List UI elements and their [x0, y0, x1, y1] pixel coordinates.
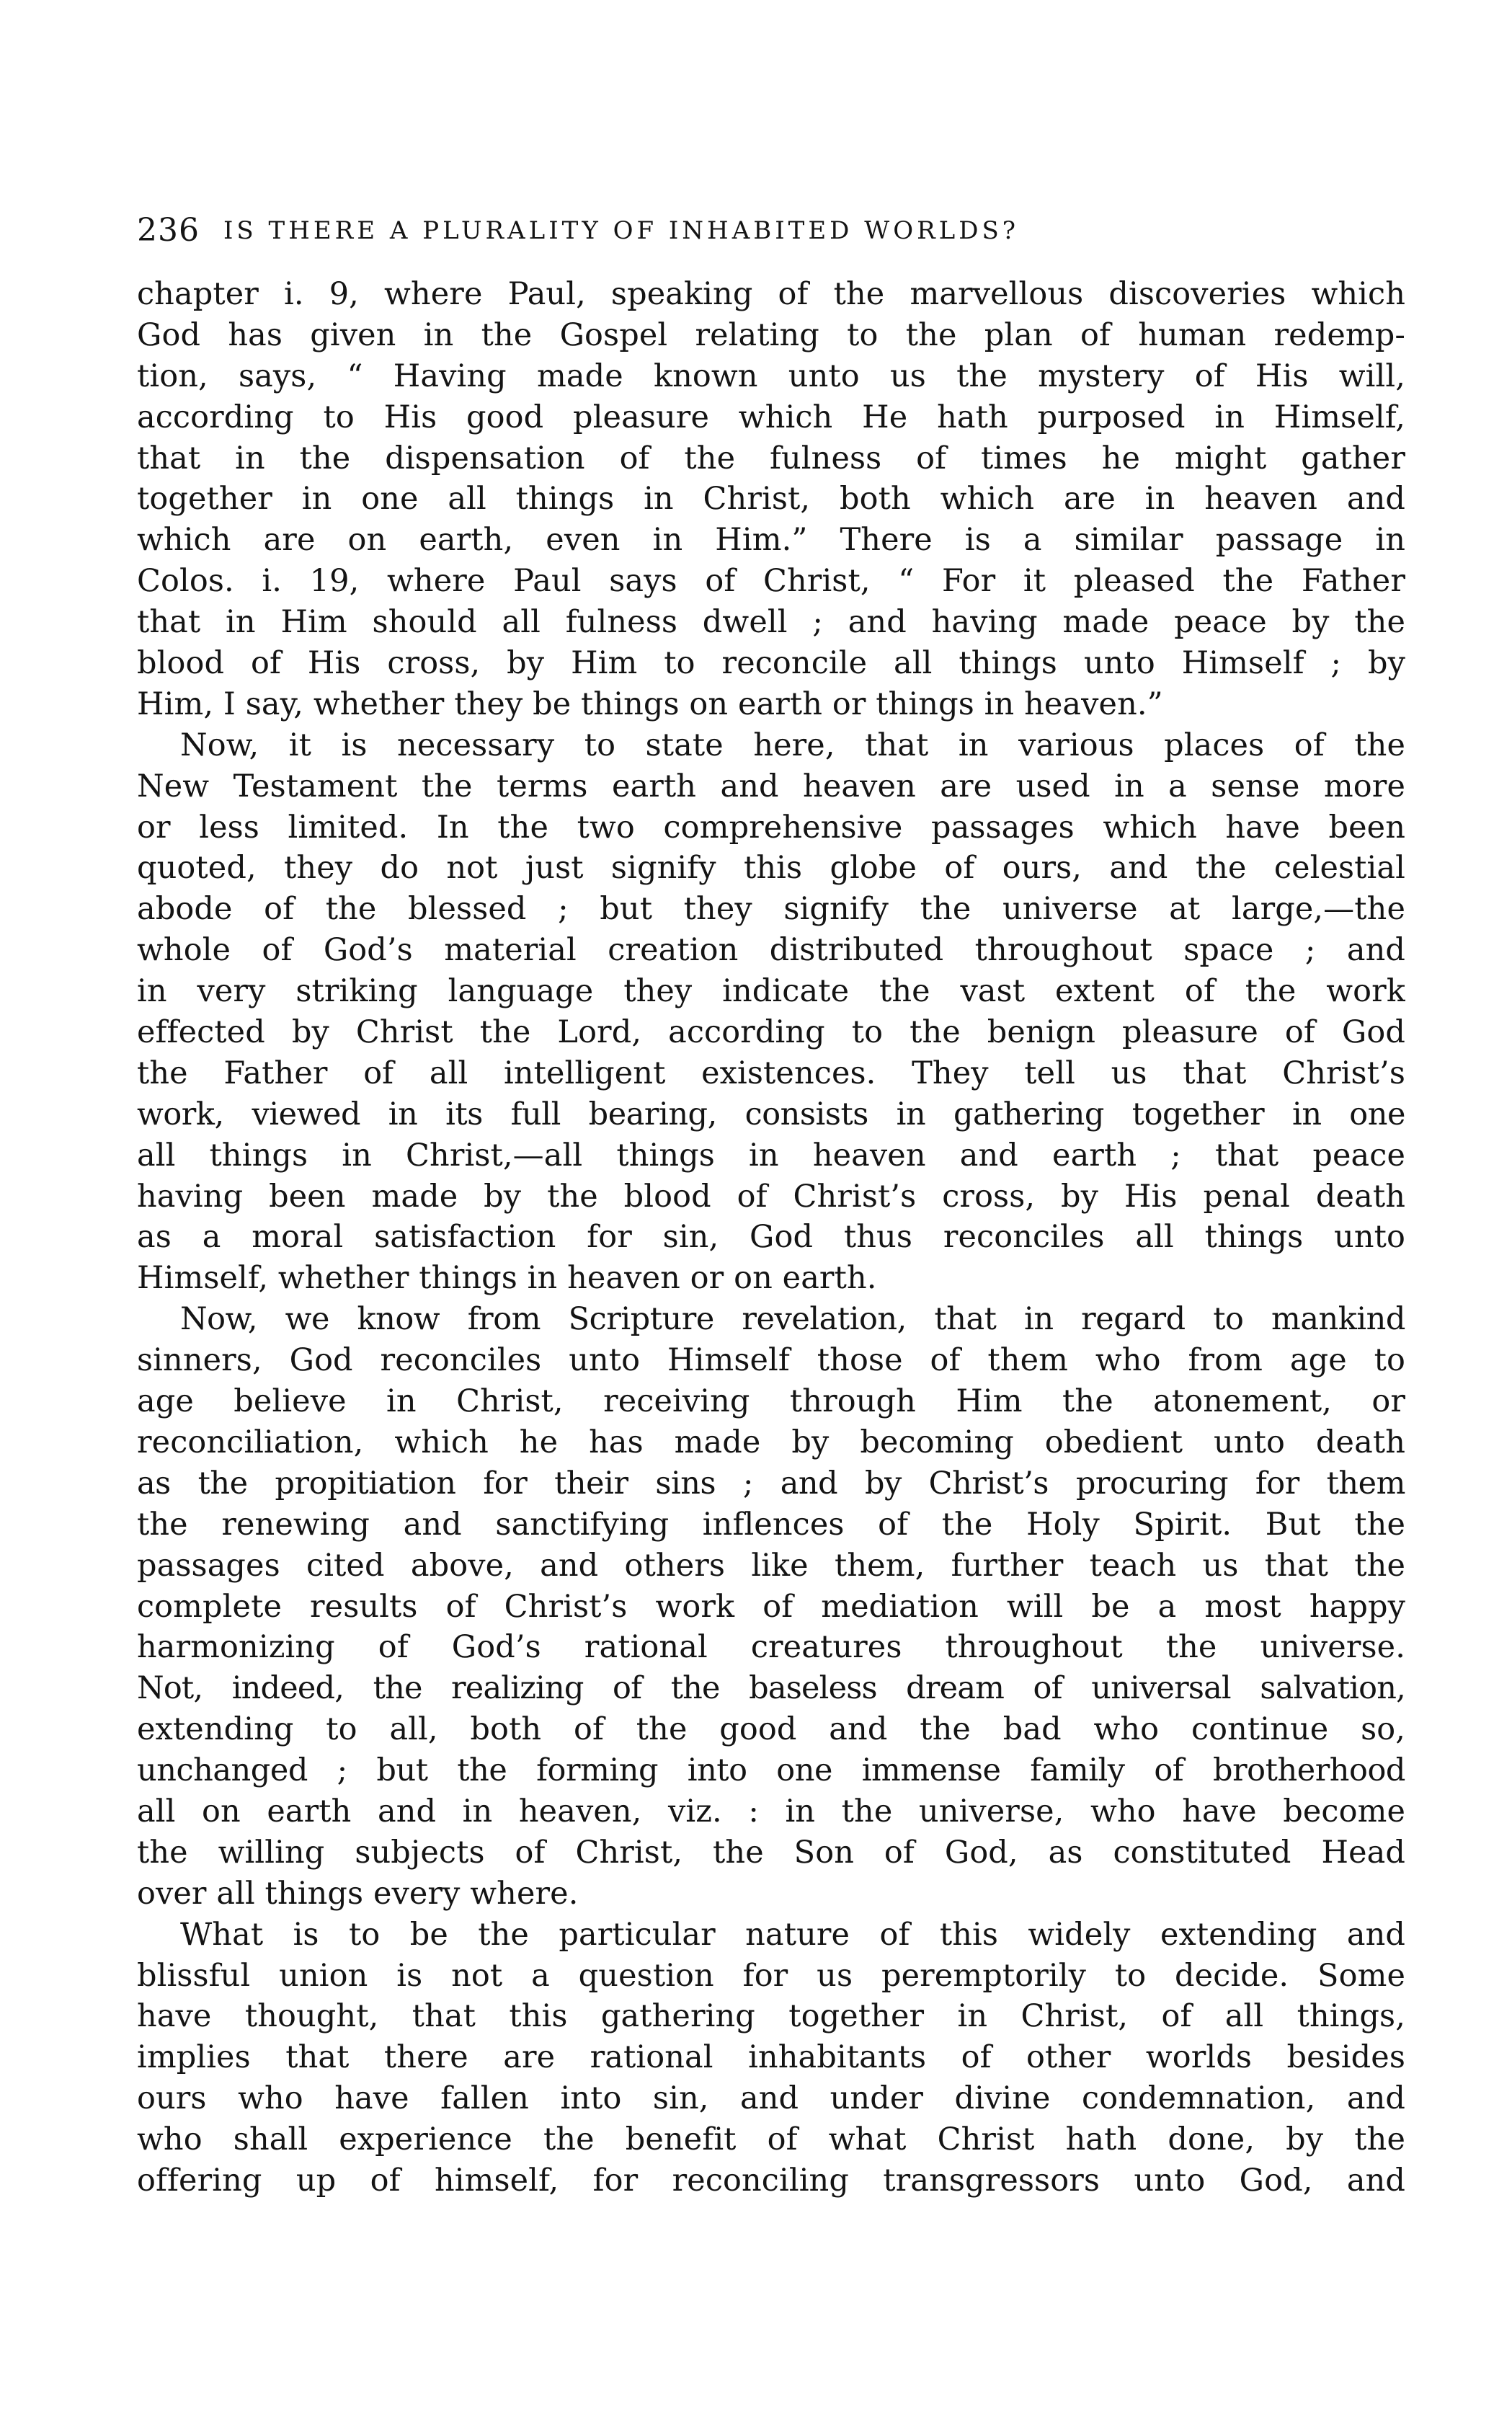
text-line: according to His good pleasure which He hath purposed in Himself,	[137, 399, 1405, 435]
text-line: together in one all things in Christ, both which are in heaven and	[137, 481, 1405, 518]
text-line: Himself, whether things in heaven or on earth.	[137, 1260, 877, 1297]
text-line: work, viewed in its full bearing, consists in gathering together in one	[137, 1096, 1405, 1132]
page-header	[137, 209, 1405, 252]
text-line: age believe in Christ, receiving through Him the atonement, or	[137, 1383, 1405, 1420]
text-line: complete results of Christ’s work of mediation will be a most happy	[137, 1588, 1405, 1625]
text-line: passages cited above, and others like them, further teach us that the	[137, 1547, 1405, 1584]
text-line: as a moral satisfaction for sin, God thus reconciles all things unto	[137, 1219, 1405, 1256]
text-line: ours who have fallen into sin, and under divine condemnation, and	[137, 2080, 1405, 2117]
text-line: extending to all, both of the good and the bad who continue so,	[137, 1711, 1405, 1748]
text-line: God has given in the Gospel relating to the plan of human redemp-	[137, 316, 1405, 353]
text-line: effected by Christ the Lord, according to the benign pleasure of God	[137, 1014, 1405, 1051]
page-number: 236	[137, 212, 200, 249]
text-line: have thought, that this gathering together in Christ, of all things,	[137, 1998, 1405, 2035]
text-line: which are on earth, even in Him.” There is a similar passage in	[137, 522, 1405, 559]
text-line: the renewing and sanctifying inflences of the Holy Spirit. But the	[137, 1506, 1405, 1543]
text-line: abode of the blessed ; but they signify the universe at large,—the	[137, 891, 1405, 928]
text-line: Colos. i. 19, where Paul says of Christ, “ For it pleased the Father	[137, 563, 1405, 600]
text-line: offering up of himself, for reconciling transgressors unto God, and	[137, 2162, 1405, 2199]
text-line: unchanged ; but the forming into one immense family of brotherhood	[137, 1752, 1405, 1789]
text-line: that in Him should all fulness dwell ; and having made peace by the	[137, 604, 1405, 641]
text-line: the willing subjects of Christ, the Son of God, as constituted Head	[137, 1834, 1405, 1871]
text-line: or less limited. In the two comprehensive passages which have been	[137, 809, 1405, 846]
text-line: in very striking language they indicate the vast extent of the work	[137, 973, 1405, 1010]
text-line: tion, says, “ Having made known unto us the mystery of His will,	[137, 358, 1405, 394]
text-line: New Testament the terms earth and heaven are used in a sense more	[137, 768, 1405, 804]
text-line: who shall experience the benefit of what Christ hath done, by the	[137, 2121, 1405, 2158]
text-line: Him, I say, whether they be things on earth or things in heaven.”	[137, 686, 1163, 722]
text-line: having been made by the blood of Christ’s cross, by His penal death	[137, 1178, 1405, 1215]
paragraph-start-line: Now, it is necessary to state here, that in various places of the	[180, 727, 1405, 763]
text-line: all on earth and in heaven, viz. : in the universe, who have become	[137, 1793, 1405, 1829]
text-line: chapter i. 9, where Paul, speaking of the marvellous discoveries which	[137, 276, 1405, 312]
text-line: the Father of all intelligent existences. They tell us that Christ’s	[137, 1055, 1405, 1091]
text-line: that in the dispensation of the fulness of times he might gather	[137, 440, 1405, 476]
text-line: Not, indeed, the realizing of the baseless dream of universal salvation,	[137, 1670, 1405, 1707]
text-line: sinners, God reconciles unto Himself those of them who from age to	[137, 1342, 1405, 1379]
text-line: reconciliation, which he has made by becoming obedient unto death	[137, 1424, 1405, 1460]
body-text	[137, 274, 1405, 2328]
text-line: over all things every where.	[137, 1875, 579, 1912]
text-line: quoted, they do not just signify this globe of ours, and the celestial	[137, 850, 1405, 887]
running-title: IS THERE A PLURALITY OF INHABITED WORLDS?	[223, 216, 1020, 245]
text-line: implies that there are rational inhabitants of other worlds besides	[137, 2039, 1405, 2076]
text-line: as the propitiation for their sins ; and by Christ’s procuring for them	[137, 1465, 1405, 1502]
text-line: blood of His cross, by Him to reconcile all things unto Himself ; by	[137, 645, 1405, 682]
text-line: all things in Christ,—all things in heaven and earth ; that peace	[137, 1137, 1405, 1174]
paragraph-start-line: What is to be the particular nature of this widely extending and	[180, 1916, 1405, 1953]
paragraph-start-line: Now, we know from Scripture revelation, that in regard to mankind	[180, 1301, 1405, 1338]
text-line: harmonizing of God’s rational creatures throughout the universe.	[137, 1629, 1405, 1666]
text-line: blissful union is not a question for us peremptorily to decide. Some	[137, 1957, 1405, 1994]
text-line: whole of God’s material creation distributed throughout space ; and	[137, 932, 1405, 969]
